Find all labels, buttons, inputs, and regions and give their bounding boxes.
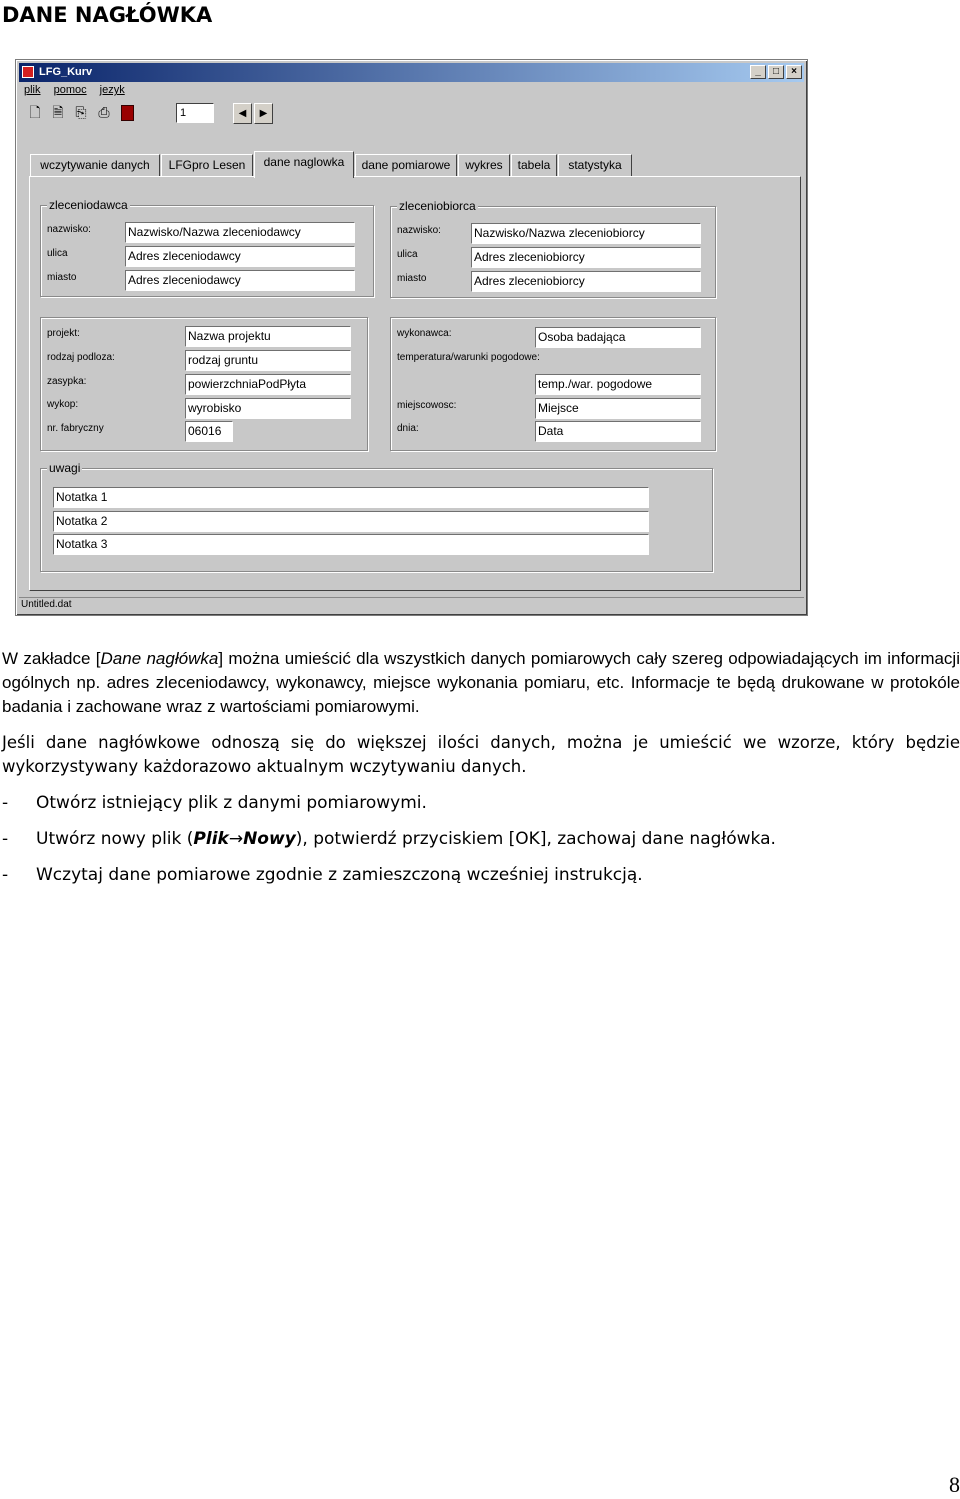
nr-fabryczny-field[interactable]: 06016	[185, 421, 233, 442]
zleceniodawca-ulica-field[interactable]: Adres zleceniodawcy	[125, 246, 355, 267]
zleceniobiorca-miasto-field[interactable]: Adres zleceniobiorcy	[471, 271, 701, 292]
zleceniodawca-label-nazwisko: nazwisko:	[47, 224, 91, 235]
record-number-input[interactable]: 1	[176, 103, 214, 123]
close-button[interactable]: ×	[786, 65, 802, 79]
wykonawca-label: wykonawca:	[397, 328, 452, 339]
menu-pomoc[interactable]: pomoc	[53, 84, 87, 96]
bullet-1-dash: -	[2, 793, 9, 813]
bullet-3-text: Wczytaj dane pomiarowe zgodnie z zamieszczoną wcześniej instrukcją.	[36, 865, 643, 885]
tab-wczytywanie-danych[interactable]: wczytywanie danych	[30, 154, 160, 176]
bullet-2	[2, 827, 776, 851]
wykonawca-group	[390, 317, 716, 451]
projekt-label: projekt:	[47, 328, 80, 339]
bullet-1	[2, 791, 427, 815]
tab-wykres[interactable]: wykres	[458, 154, 510, 176]
paragraph-2: Jeśli dane nagłówkowe odnoszą się do większej ilości danych, można je umieścić we wzorze, który będzie wykorzystywany każdorazowo aktualnym wczytywaniu danych.	[2, 733, 960, 776]
dnia-label: dnia:	[397, 423, 419, 434]
bullet-2-plik: Plik	[193, 829, 229, 849]
app-icon	[22, 66, 34, 78]
wykonawca-field[interactable]: Osoba badająca	[535, 327, 701, 348]
zleceniobiorca-label-nazwisko: nazwisko:	[397, 225, 441, 236]
temperatura-label: temperatura/warunki pogodowe:	[397, 352, 540, 363]
wykop-label: wykop:	[47, 399, 79, 410]
bullet-2-arrow: →	[228, 829, 244, 849]
tab-statystyka[interactable]: statystyka	[558, 154, 632, 176]
menu-plik[interactable]: plik	[24, 84, 41, 96]
zleceniobiorca-label-ulica: ulica	[397, 249, 418, 260]
miejscowosc-field[interactable]: Miejsce	[535, 398, 701, 419]
nr-fabryczny-label: nr. fabryczny	[47, 423, 104, 434]
dnia-field[interactable]: Data	[535, 421, 701, 442]
open-file-icon[interactable]: 🗎	[52, 104, 64, 120]
paragraph-1-tab-name: Dane nagłówka	[100, 649, 219, 668]
uwagi-note-3[interactable]: Notatka 3	[53, 534, 649, 555]
zleceniobiorca-label-miasto: miasto	[397, 273, 427, 284]
prev-record-button[interactable]: ◀	[233, 103, 252, 124]
zleceniodawca-label-miasto: miasto	[47, 272, 77, 283]
status-bar: Untitled.dat	[19, 597, 804, 612]
paragraph-1	[2, 647, 960, 719]
copy-file-icon[interactable]: ⎘	[75, 104, 87, 120]
bullet-2-dash: -	[2, 829, 9, 849]
uwagi-note-1[interactable]: Notatka 1	[53, 487, 649, 508]
zleceniodawca-title: zleceniodawca	[49, 198, 128, 212]
miejscowosc-label: miejscowosc:	[397, 400, 457, 411]
tab-lfgpro-lesen[interactable]: LFGpro Lesen	[161, 154, 253, 176]
zleceniodawca-nazwisko-field[interactable]: Nazwisko/Nazwa zleceniodawcy	[125, 222, 355, 243]
zleceniobiorca-ulica-field[interactable]: Adres zleceniobiorcy	[471, 247, 701, 268]
zasypka-field[interactable]: powierzchniaPodPłyta	[185, 374, 351, 395]
page-heading: DANE NAGŁÓWKA	[2, 3, 213, 27]
zleceniobiorca-title: zleceniobiorca	[399, 199, 476, 213]
tab-dane-pomiarowe[interactable]: dane pomiarowe	[355, 154, 457, 176]
bullet-2-rest: ), potwierdź przyciskiem [OK], zachowaj dane nagłówka.	[295, 829, 776, 849]
temperatura-field[interactable]: temp./war. pogodowe	[535, 374, 701, 395]
page-number: 8	[949, 1472, 960, 1497]
zleceniobiorca-nazwisko-field[interactable]: Nazwisko/Nazwa zleceniobiorcy	[471, 223, 701, 244]
zleceniobiorca-group	[390, 199, 716, 298]
projekt-group	[40, 317, 368, 451]
bullet-1-text: Otwórz istniejący plik z danymi pomiarowymi.	[36, 793, 427, 813]
zleceniodawca-miasto-field[interactable]: Adres zleceniodawcy	[125, 270, 355, 291]
tab-panel	[29, 176, 801, 591]
uwagi-note-2[interactable]: Notatka 2	[53, 511, 649, 532]
title-bar	[19, 63, 804, 82]
tab-dane-naglowka[interactable]: dane naglowka	[254, 151, 354, 178]
bullet-2-start: Utwórz nowy plik (	[36, 829, 194, 849]
bullet-3	[2, 863, 643, 887]
maximize-button[interactable]: □	[768, 65, 784, 79]
rodzaj-podloza-label: rodzaj podloza:	[47, 352, 115, 363]
minimize-button[interactable]: _	[750, 65, 766, 79]
rodzaj-podloza-field[interactable]: rodzaj gruntu	[185, 350, 351, 371]
menu-jezyk[interactable]: jezyk	[99, 84, 125, 96]
bullet-3-dash: -	[2, 865, 9, 885]
app-window	[15, 59, 808, 616]
tab-tabela[interactable]: tabela	[511, 154, 557, 176]
uwagi-group	[40, 461, 713, 572]
paragraph-1-rest: ] można umieścić dla wszystkich danych pomiarowych cały szereg odpowiadających im informacji ogólnych np. adres zleceniodawcy, wykonawcy, miejsce wykonania pomiaru, etc. Informacje te będą drukowane w protokóle badania i zachowane wraz z wartościami pomiarowymi.	[2, 649, 960, 716]
projekt-field[interactable]: Nazwa projektu	[185, 326, 351, 347]
wykop-field[interactable]: wyrobisko	[185, 398, 351, 419]
bullet-2-nowy: Nowy	[243, 829, 296, 849]
uwagi-title: uwagi	[49, 461, 81, 475]
new-file-icon[interactable]: 🗋	[29, 104, 41, 120]
save-disk-icon[interactable]	[118, 103, 136, 121]
zasypka-label: zasypka:	[47, 376, 87, 387]
print-icon[interactable]: ⎙	[98, 104, 110, 120]
paragraph-1-start: W zakładce [	[2, 649, 101, 668]
next-record-button[interactable]: ▶	[254, 103, 273, 124]
zleceniodawca-group	[40, 198, 374, 297]
menu-bar	[24, 84, 135, 96]
window-title: LFG_Kurv	[39, 66, 93, 78]
zleceniodawca-label-ulica: ulica	[47, 248, 68, 259]
